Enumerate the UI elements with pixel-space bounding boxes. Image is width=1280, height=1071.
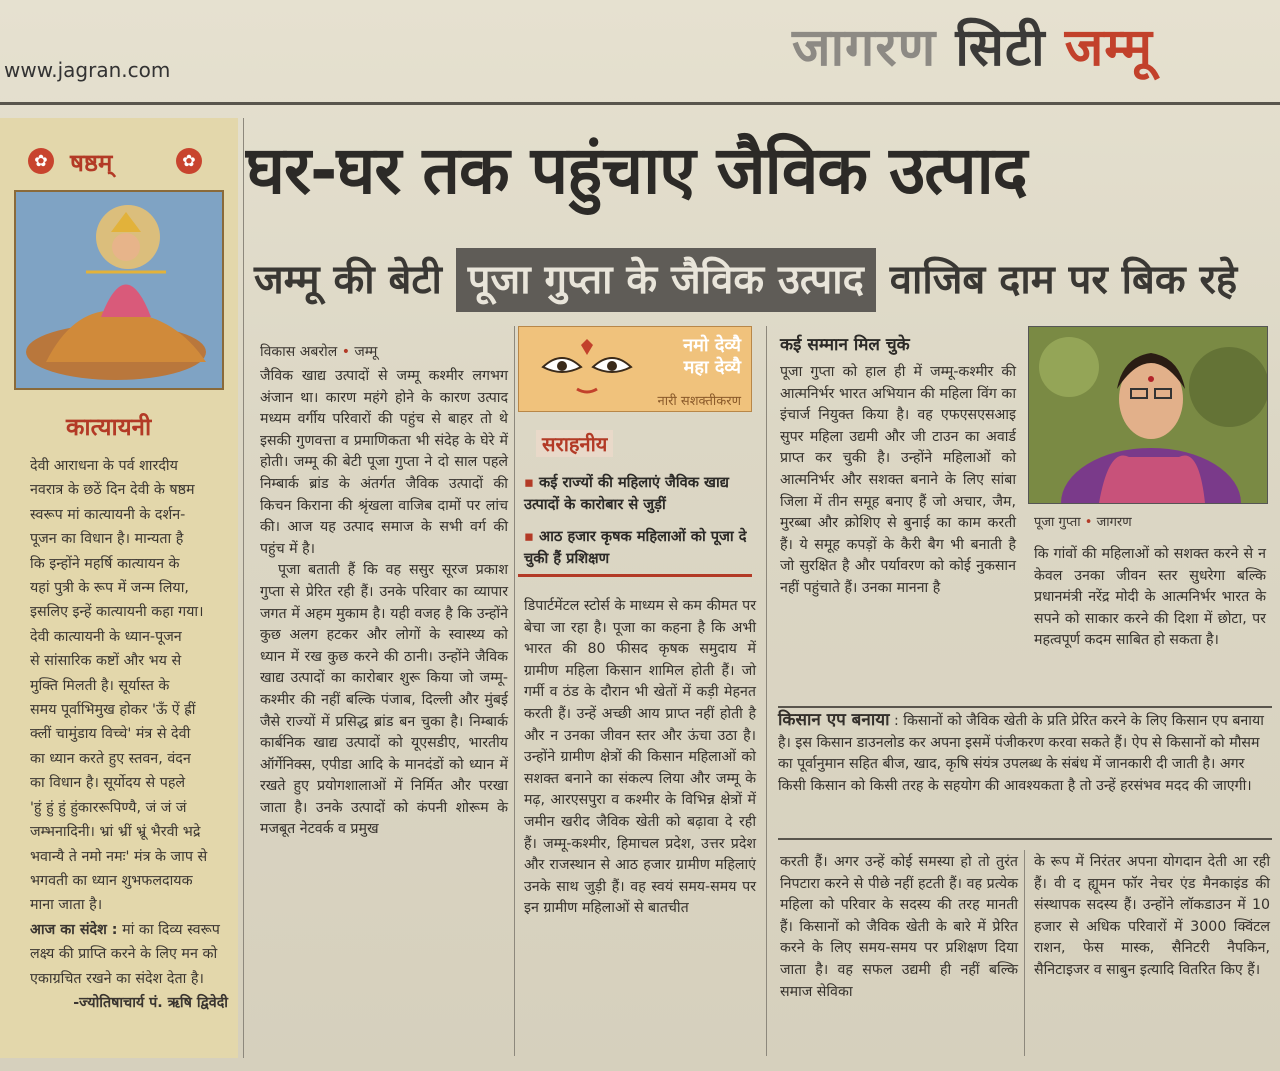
sandesh-label: आज का संदेश :	[30, 921, 118, 938]
sarahniya-title: सराहनीय	[536, 430, 613, 457]
sidebar-line: जम्भनादिनी। भ्रां भ्रीं भ्रूं भैरवी भद्रे	[30, 824, 201, 841]
sidebar-line: नवरात्र के छठें दिन देवी के षष्ठम	[30, 482, 195, 499]
sidebar-line: भवान्यै ते नमो नमः' मंत्र के जाप से	[30, 848, 208, 865]
goddess-name: कात्यायनी	[66, 413, 152, 441]
article-column-3: करती हैं। अगर उन्हें कोई समस्या हो तो तुरंत निपटारा करने से पीछे नहीं हटती हैं। वह प्रत्येक महिला को परिवार के सदस्य की तरह मानती हैं। किसानों को जैविक खेती के बारे में प्रेरित करने के लिए समय-समय पर प्रशिक्षण दिया जाता है। वह सफल उद्यमी ही नहीं बल्कि समाज सेविका	[780, 854, 1018, 1000]
goddess-image	[14, 190, 224, 390]
photo-caption: पूजा गुप्ता • जागरण	[1034, 515, 1132, 530]
sidebar-line: स्वरूप मां कात्यायनी के दर्शन-	[30, 506, 186, 523]
sidebar-line: 'हुं हुं हुं हुंकाररूपिण्यै, जं जं जं	[30, 799, 187, 816]
kisan-app-text: : किसानों को जैविक खेती के प्रति प्रेरित करने के लिए किसान एप बनाया है। इस किसान डाउनलोड कर अपना इसमें पंजीकरण करवा सकते हैं। ऐप से किसानों को मौसम का पूर्वानुमान सहित बीज, खाद, कृषि संयंत्र उपलब्ध के संबंध में जानकारी दी जाती है। अगर किसी किसान को किसी तरह के सहयोग की आवश्यकता है तो उन्हें हरसंभव मदद की जाएगी।	[778, 713, 1264, 794]
sidebar-line: भगवती का ध्यान शुभफलदायक	[30, 872, 193, 889]
kisan-bottom-rule	[778, 838, 1272, 840]
top-rule	[0, 102, 1280, 105]
namo-devyai-box	[518, 326, 752, 412]
headline: घर-घर तक पहुंचाए जैविक उत्पाद	[246, 132, 1027, 209]
namo-title-line2: महा देव्यै	[683, 357, 741, 378]
namo-title-line1: नमो देव्यै	[683, 335, 741, 356]
photo-side-text: कि गांवों की महिलाओं को सशक्त करने से न केवल उनका जीवन स्तर सुधरेगा बल्कि प्रधानमंत्री नरेंद्र मोदी के आत्मनिर्भर भारत के सपने को साकार करने की दिशा में छोटा, पर महत्वपूर्ण कदम साबित हो सकता है।	[1034, 546, 1266, 649]
pooja-gupta-photo	[1028, 326, 1268, 504]
sidebar-article	[30, 454, 238, 1015]
sandesh-block	[30, 918, 238, 991]
byline: विकास अबरोल • जम्मू	[260, 344, 378, 360]
masthead-jammu: जम्मू	[1064, 18, 1153, 78]
column-divider	[243, 118, 244, 1058]
day-label: षष्ठम्	[70, 149, 113, 177]
ornament-icon: ✿	[28, 148, 54, 174]
caption-name: पूजा गुप्ता	[1034, 515, 1081, 530]
article-column-2	[524, 596, 756, 920]
column-divider	[1024, 850, 1025, 1056]
kisan-app-title: किसान एप बनाया	[778, 710, 890, 730]
sidebar-line: से सांसारिक कष्टों और भय से	[30, 653, 182, 670]
kisan-app-box	[778, 710, 1270, 797]
sidebar-line: माना जाता है।	[30, 897, 103, 914]
sidebar-line: पूजन का विधान है। मान्यता है	[30, 531, 184, 548]
sarahniya-item: ▪ आठ हजार कृषक महिलाओं को पूजा दे चुकी हैं प्रशिक्षण	[524, 528, 747, 567]
subheadline	[254, 246, 1237, 312]
byline-place: जम्मू	[354, 344, 378, 360]
red-divider	[518, 574, 752, 577]
masthead-jagran: जागरण	[792, 18, 937, 78]
column2-paragraph: डिपार्टमेंटल स्टोर्स के माध्यम से कम कीमत पर बेचा जा रहा है। पूजा का कहना है कि अभी भारत की 80 फीसद कृषक समुदाय में ग्रामीण महिला किसान शामिल होती हैं। जो गर्मी व ठंड के दौरान भी खेतों में कड़ी मेहनत करती हैं। उन्हें अच्छी आय प्राप्त नहीं होती है और न उनका जीवन स्तर और ऊंचा उठा है। उन्होंने ग्रामीण क्षेत्रों की किसान महिलाओं को सशक्त बनाने का संकल्प लिया और जम्मू के मढ़, आरएसपुरा व कश्मीर के विभिन्न क्षेत्रों में जमीन खरीद जैविक खेती को बढ़ावा दे रही हैं। जम्मू-कश्मीर, हिमाचल प्रदेश, उत्तर प्रदेश और राजस्थान से आठ हजार ग्रामीण महिलाएं उनके साथ जुड़ी हैं। वह स्वयं समय-समय पर इन ग्रामीण महिलाओं से बातचीत	[524, 598, 756, 917]
sidebar-line: कि इन्होंने महर्षि कात्यायन के	[30, 555, 180, 572]
samman-title: कई सम्मान मिल चुके	[780, 335, 910, 355]
caption-source: जागरण	[1096, 515, 1132, 530]
subhead-after: वाजिब दाम पर बिक रहे	[889, 257, 1238, 303]
sidebar-author: -ज्योतिषाचार्य पं. ऋषि द्विवेदी	[73, 994, 228, 1011]
goddess-eyes-icon	[537, 337, 637, 403]
sarahniya-item-text: कई राज्यों की महिलाएं जैविक खाद्य उत्पादों के कारोबार से जुड़ीं	[524, 474, 729, 513]
sidebar-line: इसलिए इन्हें कात्यायनी कहा गया।	[30, 604, 204, 621]
goddess-illustration	[16, 192, 222, 388]
column-divider	[514, 326, 515, 1056]
site-url: www.jagran.com	[4, 58, 171, 82]
sarahniya-item: ▪ कई राज्यों की महिलाएं जैविक खाद्य उत्पादों के कारोबार से जुड़ीं	[524, 474, 729, 513]
portrait-illustration	[1029, 327, 1267, 503]
sarahniya-item-text: आठ हजार कृषक महिलाओं को पूजा दे चुकी हैं प्रशिक्षण	[524, 528, 747, 567]
masthead	[792, 18, 1153, 78]
sidebar-line: समय पूर्वाभिमुख होकर 'ऊँ ऐं ह्रीं	[30, 702, 196, 719]
sidebar-line: का विधान है। सूर्योदय से पहले	[30, 775, 186, 792]
namo-title	[683, 335, 741, 379]
ornament-icon: ✿	[176, 148, 202, 174]
namo-subtitle: नारी सशक्तीकरण	[657, 394, 741, 409]
sidebar-line: यहां पुत्री के रूप में जन्म लिया,	[30, 580, 189, 597]
sidebar-line: का ध्यान करते हुए स्तवन, वंदन	[30, 750, 191, 767]
subhead-before: जम्मू की बेटी	[254, 257, 442, 303]
sidebar-line: क्लीं चामुंडाय विच्चे' मंत्र से देवी	[30, 726, 191, 743]
article-column-1	[260, 366, 508, 841]
column1-paragraph: पूजा बताती हैं कि वह ससुर सूरज प्रकाश गुप्ता से प्रेरित रही हैं। उनके परिवार का व्यापार जगत में अहम मुकाम है। यही वजह है कि उन्होंने कुछ अलग हटकर और लोगों के स्वास्थ्य को ध्यान में रख कुछ करने की ठानी। उन्होंने जैविक खाद्य उत्पादों का कारोबार शुरू किया जो जम्मू-कश्मीर की नहीं बल्कि पंजाब, दिल्ली और मुंबई जैसे राज्यों में प्रसिद्ध ब्रांड बन चुका है। निम्बार्क कार्बनिक खाद्य उत्पादों को यूएसडीए, भारतीय ऑर्गेनिक्स, एपीडा आदि के मानदंडों को ध्यान में रखते हुए प्रयोगशालाओं में निर्मित और परखा जाता है। उनके उत्पादों को कंपनी शोरूम के मजबूत नेटवर्क व प्रमुख	[260, 562, 508, 838]
sidebar-line: देवी कात्यायनी के ध्यान-पूजन	[30, 628, 182, 645]
subhead-highlight: पूजा गुप्ता के जैविक उत्पाद	[456, 248, 876, 312]
kisan-top-rule	[778, 706, 1272, 708]
byline-author: विकास अबरोल	[260, 344, 338, 360]
column1-paragraph: जैविक खाद्य उत्पादों से जम्मू कश्मीर लगभग अंजान था। कारण महंगे होने के कारण उत्पाद मध्यम वर्गीय परिवारों की पहुंच से बाहर तो थे इसकी गुणवत्ता व प्रमाणिकता भी संदेह के घेरे में होती। जम्मू की बेटी पूजा गुप्ता ने दो साल पहले निम्बार्क ब्रांड के अंतर्गत जैविक उत्पादों की किचन किराना की श्रृंखला वाजिब दामों पर लांच की। आज यह उत्पाद समाज के सभी वर्ग की पहुंच में है।	[260, 368, 508, 557]
masthead-city: सिटी	[955, 18, 1046, 78]
sidebar-line: देवी आराधना के पर्व शारदीय	[30, 458, 178, 474]
samman-text: पूजा गुप्ता को हाल ही में जम्मू-कश्मीर की आत्मनिर्भर भारत अभियान की महिला विंग का इंचार्ज नियुक्त किया है। वह एफएसएसआइ सुपर महिला उद्यमी और जी टाउन का अवार्ड प्राप्त कर चुकी है। उन्होंने महिलाओं को आत्मनिर्भर और सशक्त बनाने के लिए सांबा जिला में तीन समूह बनाए हैं जो अचार, जैम, मुरब्बा और क्रोशिए से बुनाई का काम करती हैं। ये समूह कपड़ों के कैरी बैग भी बनाती है जो सुरक्षित है और पर्यावरण को कोई नुकसान नहीं पहुंचाते हैं। उनका मानना है	[780, 364, 1016, 596]
article-column-4: के रूप में निरंतर अपना योगदान देती आ रही हैं। वी द ह्यूमन फॉर नेचर एंड मैनकाइंड की संस्थापक सदस्य हैं। उन्होंने लॉकडाउन में 10 हजार से अधिक परिवारों में 3000 क्विंटल राशन, फेस मास्क, सैनिटरी नैपकिन, सैनिटाइजर व साबुन इत्यादि वितरित किए हैं।	[1034, 854, 1270, 978]
sandesh-text: मां का दिव्य स्वरूप लक्ष्य की प्राप्ति करने के लिए मन को एकाग्रचित रखने का संदेश देता है।	[30, 921, 220, 987]
sidebar-line: मुक्ति मिलती है। सूर्यास्त के	[30, 677, 170, 694]
column-divider	[766, 326, 767, 1056]
